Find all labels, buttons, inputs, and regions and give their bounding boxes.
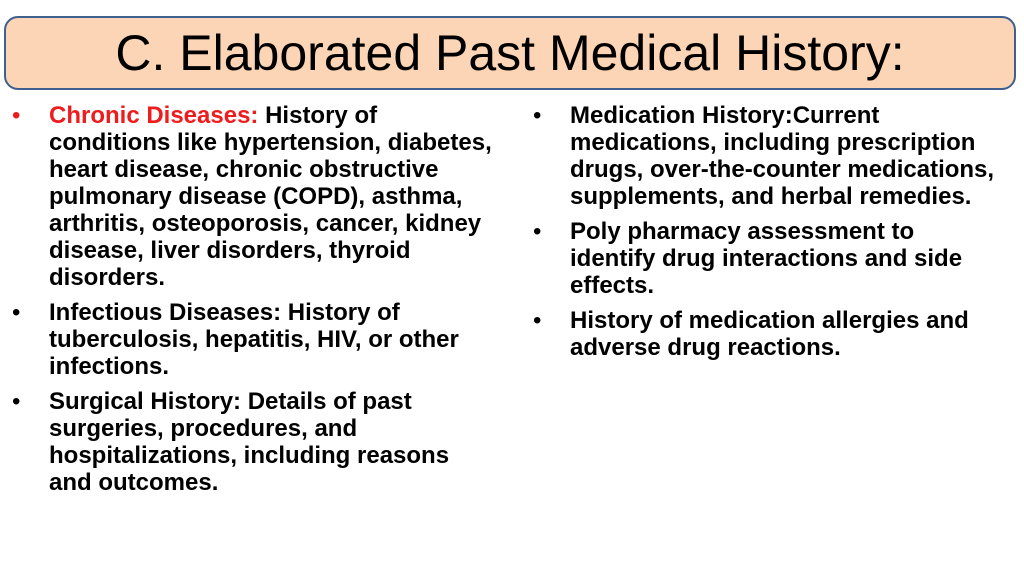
left-bullet-list [12, 102, 492, 504]
surgical-history-text: Surgical History: Details of past surgeries, procedures, and hospitalizations, including reasons and outcomes. [49, 388, 450, 496]
bullet-icon: • [533, 218, 542, 245]
bullet-icon: • [533, 307, 542, 334]
list-item-surgical-history [12, 388, 492, 496]
bullet-text [49, 102, 492, 291]
slide-title: C. Elaborated Past Medical History: [115, 25, 905, 81]
list-item-infectious-diseases [12, 299, 492, 380]
chronic-diseases-text: History of conditions like hypertension, diabetes, heart disease, chronic obstructive pulmonary disease (COPD), asthma, arthritis, osteoporosis, cancer, kidney disease, liver disorders, thyroid disorders. [49, 102, 492, 291]
bullet-icon: • [12, 299, 21, 326]
chronic-diseases-label: Chronic Diseases: [49, 102, 259, 129]
bullet-icon: • [12, 388, 21, 415]
allergies-text: History of medication allergies and adverse drug reactions. [570, 307, 969, 361]
list-item-medication-history [533, 102, 1003, 210]
bullet-icon: • [12, 102, 21, 129]
polypharmacy-text: Poly pharmacy assessment to identify drug interactions and side effects. [570, 218, 963, 299]
list-item-chronic-diseases [12, 102, 492, 291]
right-bullet-list [533, 102, 1003, 369]
list-item-allergies [533, 307, 1003, 361]
infectious-diseases-text: Infectious Diseases: History of tuberculosis, hepatitis, HIV, or other infections. [49, 299, 459, 380]
list-item-polypharmacy [533, 218, 1003, 299]
medication-history-text: Medication History:Current medications, including prescription drugs, over-the-counter medications, supplements, and herbal remedies. [570, 102, 995, 210]
title-banner [4, 16, 1016, 90]
bullet-icon: • [533, 102, 542, 129]
